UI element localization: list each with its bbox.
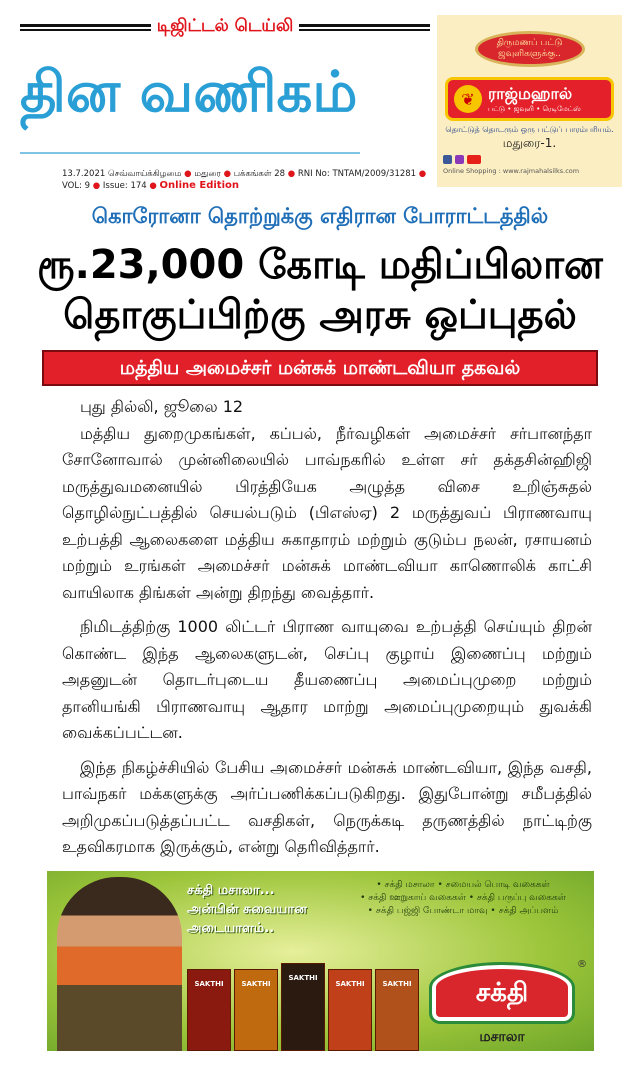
butterfly-icon: ❦	[454, 85, 482, 113]
ad-brand-sub: பட்டு • ஜவுளி • ரெடிமேட்ஸ்	[488, 105, 581, 113]
headline-line-1: ரூ.23,000 கோடி மதிப்பிலான	[37, 242, 603, 288]
ad-brand-banner	[445, 77, 614, 121]
masthead	[20, 14, 430, 156]
ad-city: மதுரை-1.	[502, 136, 557, 150]
product-line: • சக்தி ஊறுகாய் வகைகள் • சக்தி பருப்பு வகைகள்	[360, 892, 566, 903]
ad-website[interactable]: Online Shopping : www.rajmahalsilks.com	[443, 167, 580, 175]
page-header	[0, 0, 640, 200]
article	[0, 200, 640, 1061]
ad-slogan	[187, 881, 327, 938]
dateline: 13.7.2021 செவ்வாய்க்கிழமை ● மதுரை ● பக்கங்கள் 28 ● RNI No: TNTAM/2009/31281 ● VOL: 9 ● Issue: 174 ● Online Edition	[62, 169, 427, 191]
instagram-icon[interactable]	[455, 155, 464, 164]
paragraph: மத்திய துறைமுகங்கள், கப்பல், நீர்வழிகள் அமைச்சர் சர்பானந்தா சோனோவால் முன்னிலையில் பாவ்நகரில் உள்ள சர் தக்தசின்ஹிஜி மருத்துவமனையில் பிரத்தியேக அழுத்த விசை உறிஞ்சுதல் தொழில்நுட்பத்தில் செயல்படும் (பிஎஸ்ஏ) 2 மருத்துவப் பிராணவாயு உற்பத்தி ஆலைகளை மத்திய சுகாதாரம் மற்றும் குடும்ப நலன், ரசாயனம் மற்றும் உரங்கள் அமைச்சர் மன்சுக் மாண்டவியா காணொலிக் காட்சி வாயிலாக திங்கள் அன்று திறந்து வைத்தார்.	[62, 423, 592, 602]
header-ad-rajmahal[interactable]	[437, 15, 622, 187]
product-list	[337, 879, 589, 918]
masthead-logo: தின வணிகம்	[20, 59, 358, 125]
product-box: SAKTHI	[328, 969, 372, 1051]
issue: Issue: 174	[102, 181, 147, 191]
ad-brand: ராஜ்மஹால்	[488, 84, 573, 103]
date: 13.7.2021	[62, 169, 106, 179]
slogan-line: அடையாளம்..	[187, 920, 275, 936]
sakthi-sub: மசாலா	[479, 1028, 525, 1045]
city: மதுரை	[194, 169, 221, 179]
divider	[20, 152, 360, 154]
ad-oval-text: திருமணப் பட்டு ஜவுளிகளுக்கு..	[475, 31, 585, 67]
product-box: SAKTHI	[234, 969, 278, 1051]
sakthi-logo: சக்தி	[432, 965, 572, 1021]
product-line: • சக்தி பஜ்ஜி போண்டா மாவு • சக்தி அப்பளம்	[367, 905, 559, 916]
product-line: • சக்தி மசாலா • சமையல் பொடி வகைகள்	[376, 879, 550, 890]
ad-slogan: தொட்டுத் தொடரும் ஒரு பட்டுப் பாரம்பரியம்.	[445, 125, 614, 134]
day: செவ்வாய்க்கிழமை	[107, 169, 182, 179]
online-edition: Online Edition	[159, 180, 239, 191]
product-boxes	[187, 963, 419, 1051]
rni: RNI No: TNTAM/2009/31281	[297, 169, 417, 179]
paragraph: நிமிடத்திற்கு 1000 லிட்டர் பிராண வாயுவை உற்பத்தி செய்யும் திறன் கொண்ட இந்த ஆலைகளுடன், செப்பு குழாய் இணைப்பு மற்றும் அதனுடன் தொடர்புடைய தீயணைப்பு அமைப்புமுறை மற்றும் தானியங்கி பிராணவாயு ஆதார மாற்று அமைப்புமுறையும் துவக்கி வைக்கப்பட்டன.	[62, 617, 592, 742]
headline-line-2: தொகுப்பிற்கு அரசு ஒப்புதல்	[63, 292, 577, 338]
slogan-line: அன்பின் சுவையான	[187, 901, 307, 917]
footer-ad-sakthi[interactable]	[47, 871, 594, 1051]
product-box: SAKTHI	[187, 969, 231, 1051]
product-box: SAKTHI	[281, 963, 325, 1051]
ad-social	[443, 155, 616, 175]
registered-mark: ®	[577, 958, 587, 970]
slogan-line: சக்தி மசாலா...	[187, 882, 275, 898]
youtube-icon[interactable]	[467, 155, 481, 164]
facebook-icon[interactable]	[443, 155, 452, 164]
product-box: SAKTHI	[375, 969, 419, 1051]
subheadline: மத்திய அமைச்சர் மன்சுக் மாண்டவியா தகவல்	[42, 350, 598, 386]
article-body	[62, 394, 592, 861]
place-date: புது தில்லி, ஜூலை 12	[80, 397, 244, 416]
volume: VOL: 9	[62, 181, 91, 191]
rule	[299, 24, 430, 31]
masthead-tagline: டிஜிட்டல் டெய்லி	[156, 16, 294, 36]
pages: பக்கங்கள் 28	[233, 169, 286, 179]
rule	[20, 24, 151, 31]
paragraph: இந்த நிகழ்ச்சியில் பேசிய அமைச்சர் மன்சுக் மாண்டவியா, இந்த வசதி, பாவ்நகர் மக்களுக்கு அர்ப்பணிக்கப்படுகிறது. இதுபோன்று சமீபத்தில் அறிமுகப்படுத்தப்பட்ட வசதிகள், நெருக்கடி தருணத்தில் நாட்டிற்கு உதவிகரமாக இருக்கும், என்று தெரிவித்தார்.	[62, 757, 592, 856]
model-image	[57, 877, 182, 1051]
article-kicker: கொரோனா தொற்றுக்கு எதிரான போராட்டத்தில்	[91, 204, 549, 228]
